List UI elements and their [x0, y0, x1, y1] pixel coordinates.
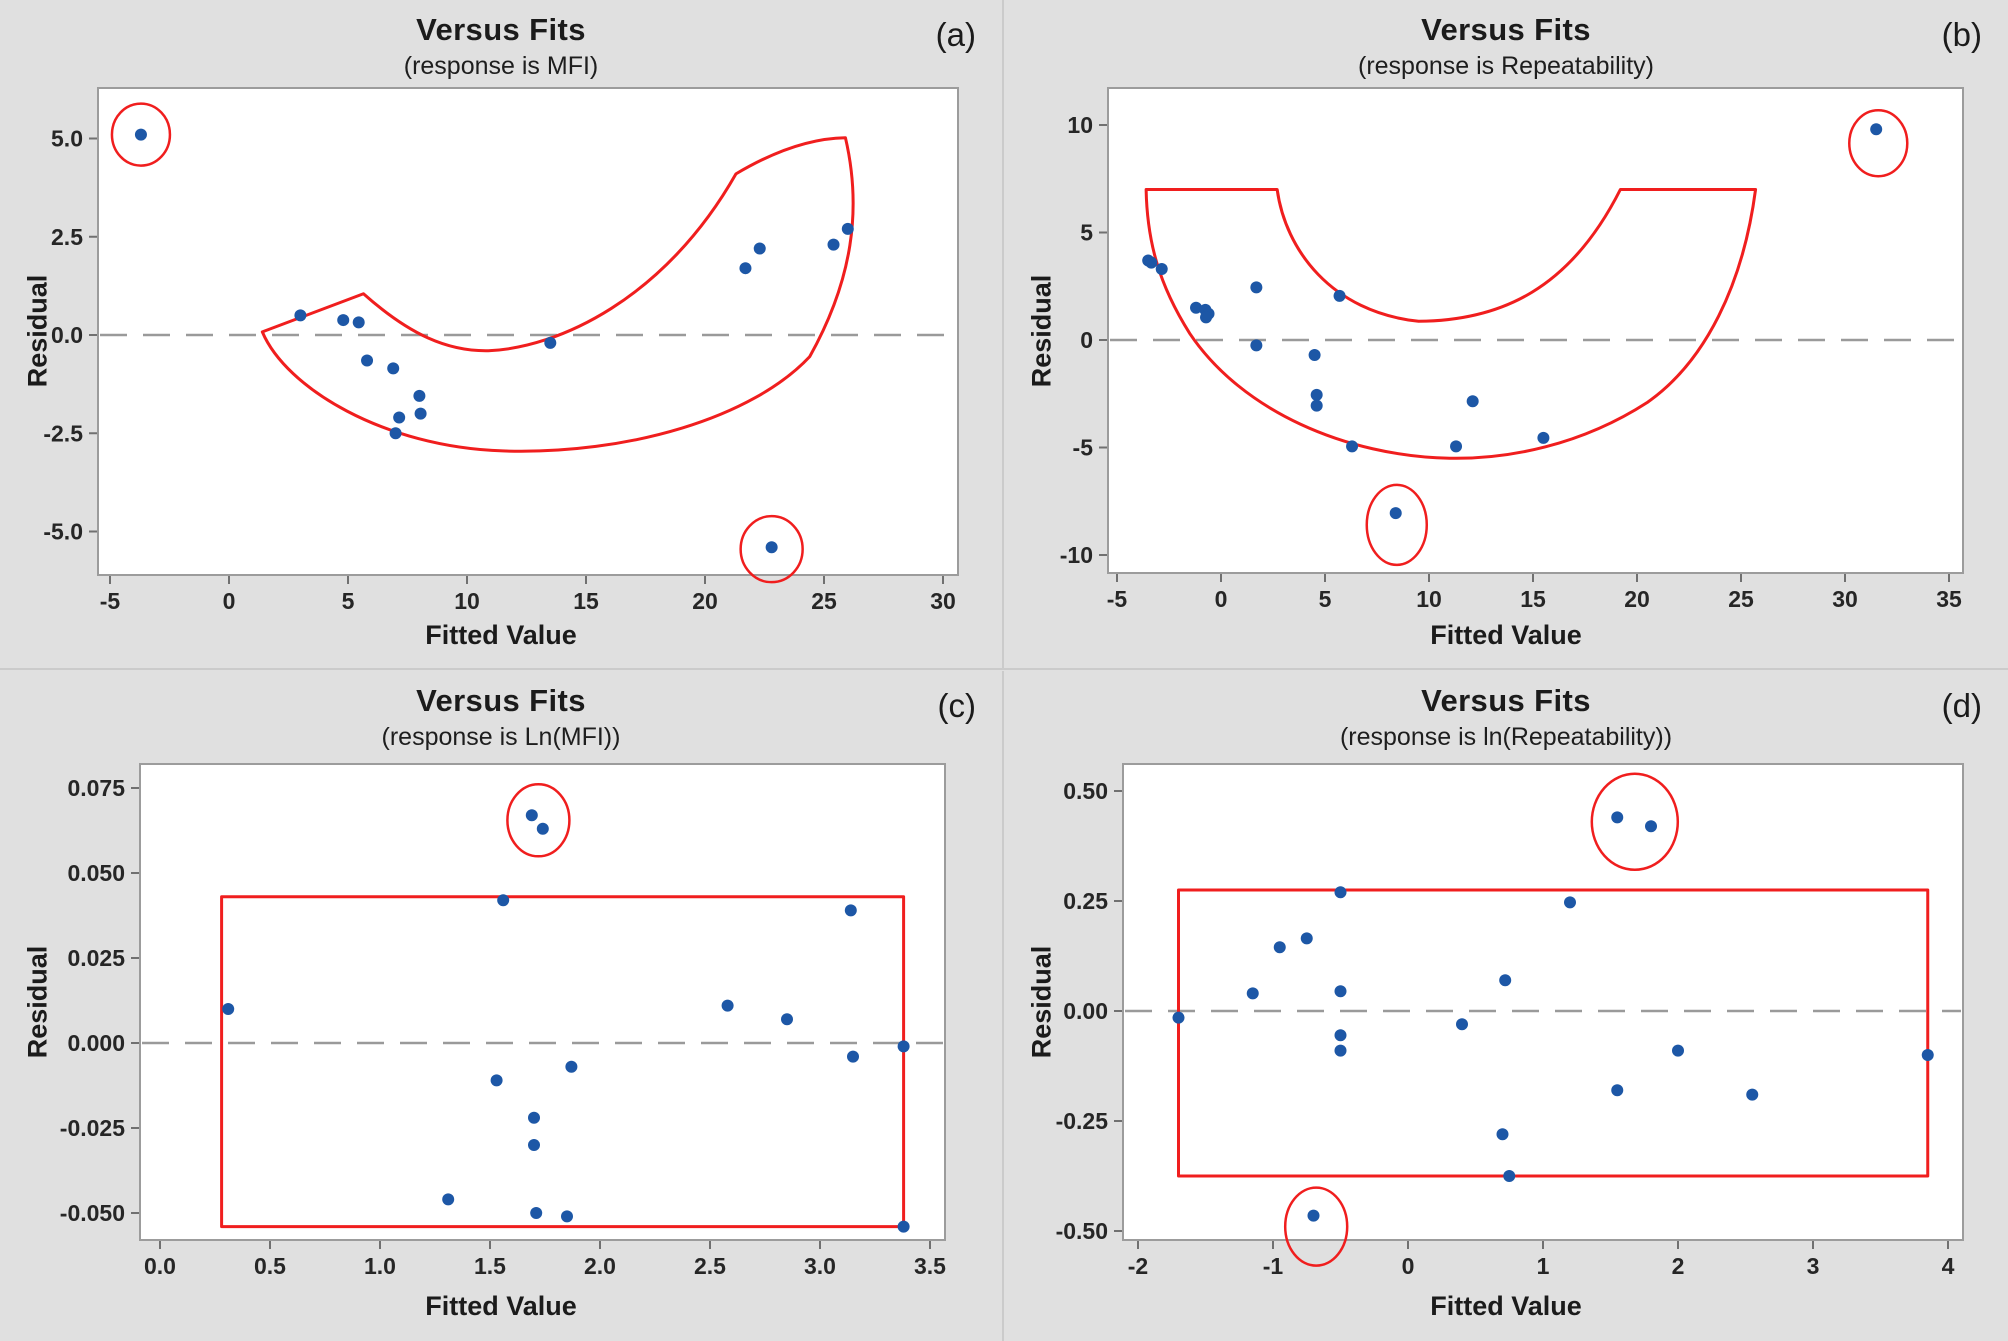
data-point [1746, 1089, 1758, 1101]
y-tick-label: 0.25 [1063, 888, 1108, 914]
x-tick-label: 25 [1728, 586, 1754, 612]
data-point [1672, 1045, 1684, 1057]
x-tick-label: -5 [99, 588, 121, 614]
x-tick-label: 5 [1318, 586, 1332, 612]
plot-frame [140, 764, 945, 1240]
data-point [1309, 349, 1321, 361]
plot-title: Versus Fits [416, 683, 586, 718]
x-tick-label: 3.0 [804, 1253, 836, 1279]
y-tick-label: 0 [1080, 327, 1093, 353]
y-tick-label: 0.050 [67, 860, 125, 886]
x-tick-label: 35 [1936, 586, 1962, 612]
x-tick-label: 15 [573, 588, 599, 614]
y-tick-label: -5.0 [43, 518, 83, 545]
data-point [1173, 1012, 1185, 1024]
x-tick-label: 1.0 [364, 1253, 396, 1279]
x-axis-title: Fitted Value [425, 1291, 577, 1321]
x-tick-label: 0 [222, 588, 236, 614]
data-point [1467, 395, 1479, 407]
x-tick-label: 20 [1624, 586, 1650, 612]
data-point [390, 427, 402, 439]
data-point [1499, 974, 1511, 986]
data-point [1311, 400, 1323, 412]
panel-label: (a) [935, 16, 976, 53]
data-point [842, 223, 854, 235]
x-tick-label: 2 [1671, 1253, 1685, 1279]
data-point [1311, 389, 1323, 401]
data-point [337, 314, 349, 326]
data-point [415, 408, 427, 420]
y-tick-label: 5 [1080, 219, 1093, 246]
data-point [898, 1040, 910, 1052]
x-tick-label: 30 [930, 588, 956, 614]
data-point [442, 1193, 454, 1205]
x-tick-label: 1.5 [474, 1253, 506, 1279]
x-tick-label: 2.5 [694, 1253, 726, 1279]
y-tick-label: -0.025 [59, 1115, 125, 1141]
data-point [898, 1221, 910, 1233]
y-tick-label: -10 [1059, 542, 1093, 568]
panel-a [0, 0, 1004, 670]
data-point [561, 1210, 573, 1222]
panel-label: (b) [1941, 16, 1982, 53]
y-tick-label: 0.00 [1063, 998, 1108, 1024]
scatter-plot-a [0, 0, 1004, 670]
data-point [1922, 1049, 1934, 1061]
data-point [393, 412, 405, 424]
data-point [1334, 290, 1346, 302]
data-point [722, 1000, 734, 1012]
y-tick-label: -2.5 [43, 420, 83, 447]
scatter-plot-d [1004, 671, 2008, 1341]
data-point [1870, 123, 1882, 135]
plot-frame [1108, 88, 1963, 573]
data-point [1611, 1084, 1623, 1096]
panel-label: (d) [1941, 687, 1982, 724]
x-tick-label: -1 [1262, 1253, 1284, 1279]
data-point [845, 904, 857, 916]
plot-subtitle: (response is MFI) [403, 52, 599, 80]
data-point [828, 239, 840, 251]
x-tick-label: 0.0 [144, 1253, 176, 1279]
plot-title: Versus Fits [1421, 683, 1591, 718]
data-point [544, 337, 556, 349]
plot-subtitle: (response is Ln(MFI)) [381, 723, 621, 751]
x-tick-label: 30 [1832, 586, 1858, 612]
data-point [1145, 257, 1157, 269]
data-point [294, 309, 306, 321]
data-point [766, 541, 778, 553]
y-axis-title: Residual [22, 274, 53, 388]
data-point [526, 809, 538, 821]
data-point [361, 355, 373, 367]
y-tick-label: 5.0 [51, 125, 83, 152]
data-point [1247, 987, 1259, 999]
y-tick-label: 10 [1067, 112, 1093, 138]
x-tick-label: 4 [1941, 1253, 1955, 1279]
x-axis-title: Fitted Value [425, 620, 577, 650]
plot-frame [98, 88, 958, 575]
data-point [1564, 896, 1576, 908]
plot-title: Versus Fits [1421, 12, 1591, 47]
data-point [1503, 1170, 1515, 1182]
y-tick-label: -0.25 [1055, 1108, 1108, 1134]
panel-c [0, 671, 1004, 1341]
x-axis-title: Fitted Value [1430, 1291, 1582, 1321]
x-tick-label: 3.5 [914, 1253, 946, 1279]
x-tick-label: 2.0 [584, 1253, 616, 1279]
data-point [1335, 985, 1347, 997]
data-point [1335, 1029, 1347, 1041]
data-point [530, 1207, 542, 1219]
scatter-plot-b [1004, 0, 2008, 670]
data-point [413, 390, 425, 402]
y-tick-label: -5 [1072, 434, 1093, 461]
data-point [1390, 507, 1402, 519]
data-point [1456, 1018, 1468, 1030]
y-tick-label: 0.0 [51, 322, 83, 348]
x-tick-label: 20 [692, 588, 718, 614]
y-tick-label: -0.050 [59, 1200, 125, 1226]
data-point [1301, 932, 1313, 944]
plot-frame [1123, 764, 1963, 1240]
y-axis-title: Residual [1026, 945, 1057, 1059]
x-tick-label: -5 [1106, 586, 1128, 612]
data-point [1156, 263, 1168, 275]
plot-title: Versus Fits [416, 12, 586, 47]
x-tick-label: 15 [1520, 586, 1546, 612]
data-point [491, 1074, 503, 1086]
data-point [537, 823, 549, 835]
data-point [497, 894, 509, 906]
data-point [1335, 1045, 1347, 1057]
data-point [781, 1013, 793, 1025]
data-point [1497, 1128, 1509, 1140]
data-point [847, 1051, 859, 1063]
y-tick-label: 0.000 [67, 1030, 125, 1056]
panel-d [1004, 671, 2008, 1341]
data-point [1335, 886, 1347, 898]
plot-subtitle: (response is ln(Repeatability)) [1339, 723, 1673, 751]
data-point [1450, 440, 1462, 452]
x-tick-label: 3 [1806, 1253, 1820, 1279]
data-point [1250, 339, 1262, 351]
y-tick-label: 0.50 [1063, 778, 1108, 804]
x-tick-label: -2 [1127, 1253, 1149, 1279]
y-axis-title: Residual [22, 945, 53, 1059]
x-tick-label: 10 [454, 588, 480, 614]
data-point [1537, 432, 1549, 444]
panel-b [1004, 0, 2008, 670]
scatter-plot-c [0, 671, 1004, 1341]
data-point [1274, 941, 1286, 953]
plot-subtitle: (response is Repeatability) [1358, 52, 1654, 80]
data-point [353, 316, 365, 328]
x-tick-label: 10 [1416, 586, 1442, 612]
y-tick-label: 2.5 [51, 223, 83, 250]
data-point [528, 1139, 540, 1151]
x-tick-label: 25 [811, 588, 837, 614]
y-tick-label: 0.075 [67, 775, 125, 801]
x-tick-label: 0.5 [254, 1253, 286, 1279]
data-point [222, 1003, 234, 1015]
x-tick-label: 0 [1401, 1253, 1415, 1279]
y-tick-label: -0.50 [1055, 1218, 1108, 1244]
data-point [1308, 1210, 1320, 1222]
data-point [739, 262, 751, 274]
x-tick-label: 0 [1214, 586, 1228, 612]
data-point [528, 1112, 540, 1124]
data-point [565, 1061, 577, 1073]
data-point [1200, 311, 1212, 323]
x-tick-label: 5 [341, 588, 355, 614]
data-point [1645, 820, 1657, 832]
data-point [1250, 281, 1262, 293]
data-point [387, 362, 399, 374]
panel-label: (c) [937, 687, 976, 724]
y-axis-title: Residual [1026, 274, 1057, 388]
x-tick-label: 1 [1536, 1253, 1550, 1279]
data-point [1611, 811, 1623, 823]
data-point [1346, 440, 1358, 452]
data-point [754, 243, 766, 255]
y-tick-label: 0.025 [67, 945, 125, 971]
data-point [135, 129, 147, 141]
x-axis-title: Fitted Value [1430, 620, 1582, 650]
